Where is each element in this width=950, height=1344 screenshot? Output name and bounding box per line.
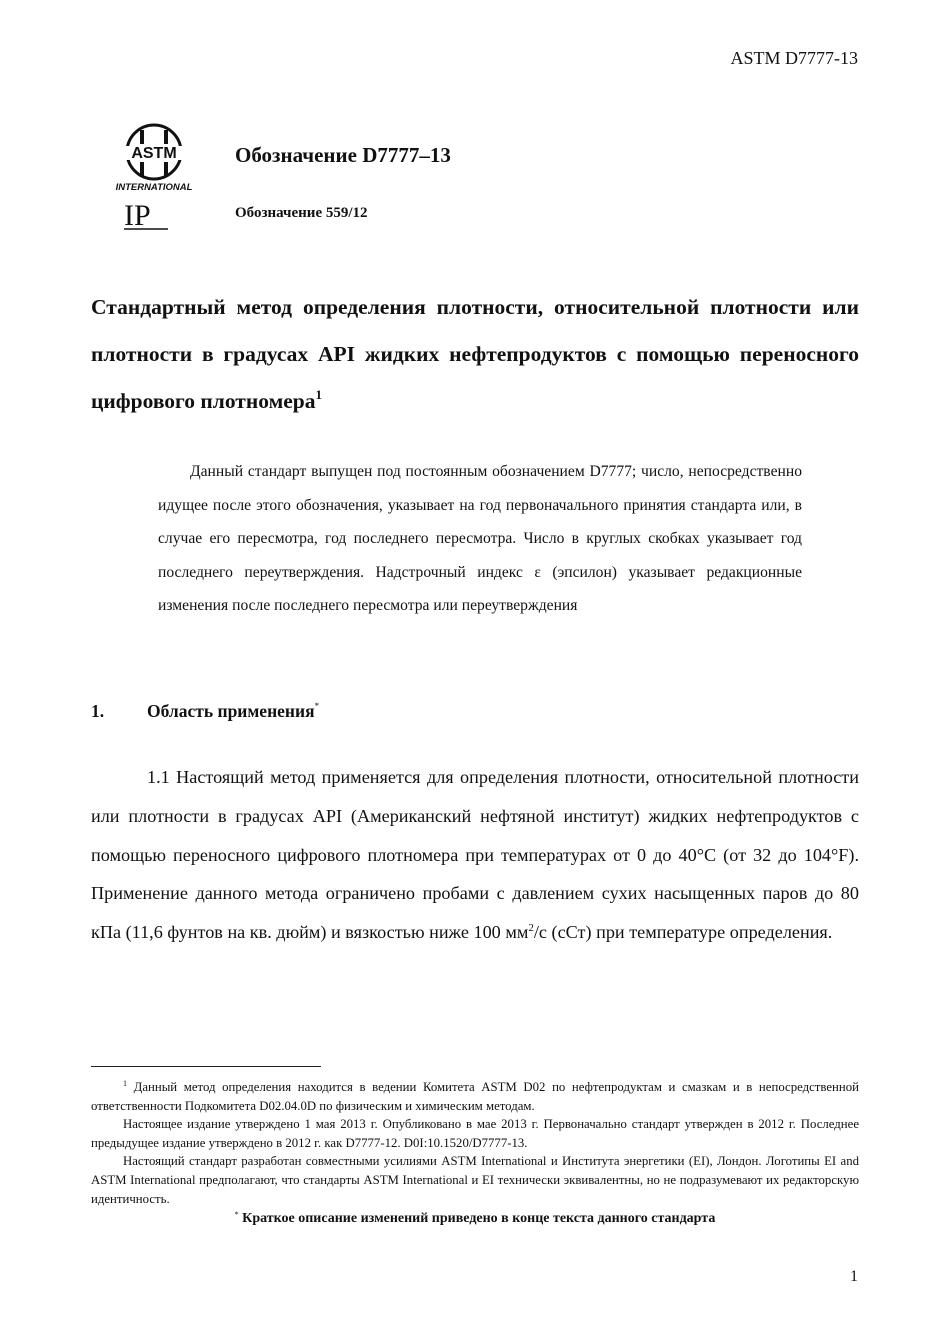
- scope-text-end: /с (сСт) при температуре определения.: [533, 922, 833, 943]
- ip-logo: [122, 197, 172, 233]
- title-footnote-mark: 1: [315, 387, 322, 402]
- page-number: 1: [850, 1268, 858, 1285]
- change-summary-note: [91, 1210, 859, 1229]
- astm-logo: [112, 122, 196, 194]
- designation-title: Обозначение D7777–13: [235, 143, 451, 167]
- footnotes-block: [91, 1078, 859, 1229]
- preamble-paragraph: Данный стандарт выпущен под постоянным обозначением D7777; число, непосредственно идущее после этого обозначения, указывает на год первоначального принятия стандарта или, в случае его пересмотра, год последнего пересмотра. Число в круглых скобках указывает год последнего переутверждения. Надстрочный индекс ε (эпсилон) указывает редакционные изменения после последнего пересмотра или переутверждения: [158, 463, 802, 614]
- footnote-1: [91, 1078, 859, 1115]
- section-number: 1.: [91, 701, 105, 721]
- section-title-text: Область применения: [147, 701, 315, 721]
- document-title-text: Стандартный метод определения плотности, относительной плотности или плотности в градусах API жидких нефтепродуктов с помощью переносного цифрового плотномера: [91, 295, 859, 413]
- change-note-text: Краткое описание изменений приведено в конце текста данного стандарта: [238, 1211, 716, 1227]
- ip-logo-text: IP: [124, 199, 151, 232]
- section-heading: [91, 701, 319, 722]
- footnote-divider: [91, 1066, 321, 1067]
- unit-superscript: 2: [528, 922, 534, 935]
- section-asterisk: *: [314, 701, 320, 711]
- document-title: [91, 284, 859, 425]
- footnote-1-mark: 1: [123, 1079, 127, 1088]
- astm-logo-subtitle: INTERNATIONAL: [115, 182, 193, 193]
- change-note-mark: *: [234, 1210, 239, 1220]
- footnote-2: Настоящее издание утверждено 1 мая 2013 г. Опубликовано в мае 2013 г. Первоначально стандарт утвержден в 2012 г. Последнее предыдущее издание утверждено в 2012 г. как D7777-12. D0I:10.1520/D7777-13.: [91, 1117, 859, 1150]
- scope-paragraph: [91, 758, 859, 952]
- scope-text: 1.1 Настоящий метод применяется для определения плотности, относительной плотности или плотности в градусах API (Американский нефтяной институт) жидких нефтепродуктов с помощью переносного цифрового плотномера при температурах от 0 до 40°C (от 32 до 104°F). Применение данного метода ограничено пробами с давлением сухих насыщенных паров до 80 кПа (11,6 фунтов на кв. дюйм) и вязкостью ниже 100 мм: [91, 767, 859, 943]
- header-standard-code: ASTM D7777-13: [730, 48, 858, 68]
- ip-designation: Обозначение 559/12: [235, 205, 368, 221]
- footnote-1-text: Данный метод определения находится в ведении Комитета ASTM D02 по нефтепродуктам и смазкам и в непосредственной ответственности Подкомитета D02.04.0D по физическим и химическим методам.: [91, 1080, 859, 1113]
- footnote-3: Настоящий стандарт разработан совместными усилиями ASTM International и Института энергетики (EI), Лондон. Логотипы EI and ASTM International предполагают, что стандарты ASTM International и EI технически эквивалентны, но не подразумевают их редакторскую идентичность.: [91, 1154, 859, 1206]
- astm-logo-text: ASTM: [131, 145, 177, 162]
